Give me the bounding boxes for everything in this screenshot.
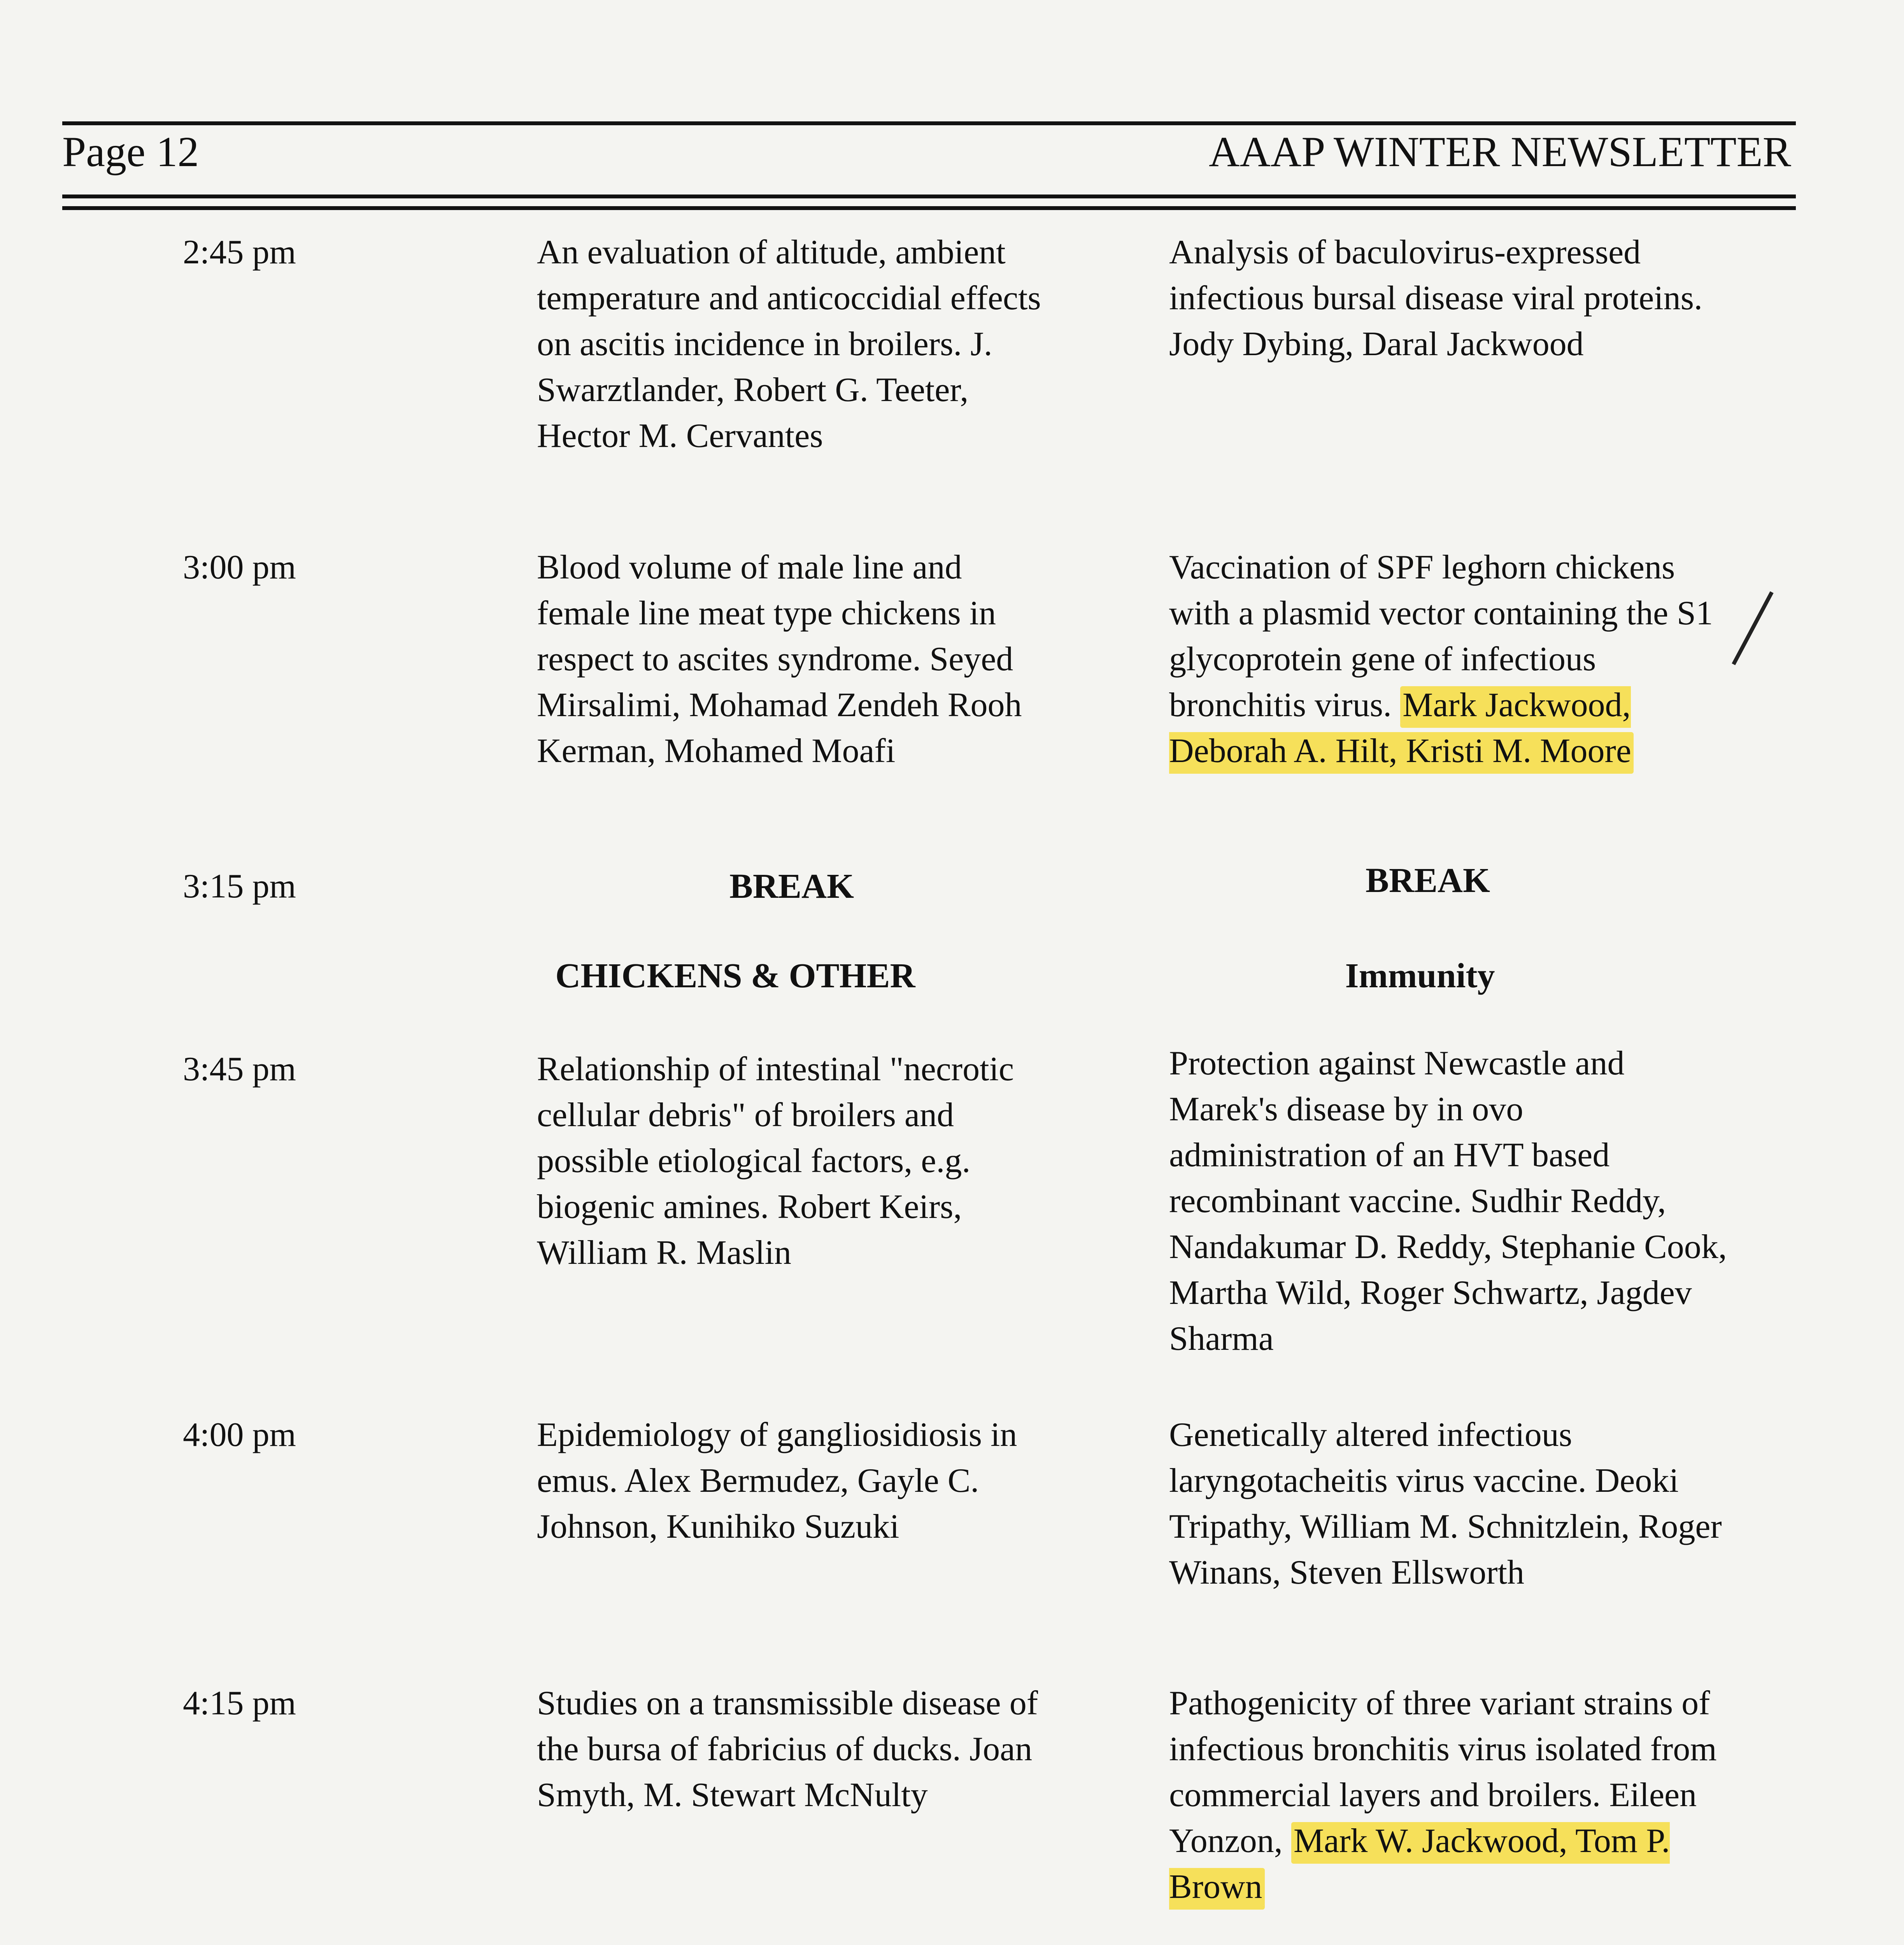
talk-left: Relationship of intestinal "necrotic cellular debris" of broilers and possible etiological factors, e.g. biogenic amines. Robert Keirs, William R. Maslin [537, 1050, 1014, 1272]
talk-right: Genetically altered infectious laryngotacheitis virus vaccine. Deoki Tripathy, William M. Schnitzlein, Roger Winans, Steven Ellsworth [1169, 1416, 1722, 1591]
section-heading-left: CHICKENS & OTHER [555, 957, 915, 995]
talk-right [1169, 545, 1729, 774]
talk-right [1169, 1680, 1729, 1910]
talk-right: Protection against Newcastle and Marek's disease by in ovo administration of an HVT based recombinant vaccine. Sudhir Reddy, Nandakumar D. Reddy, Stephanie Cook, Martha Wild, Roger Schwartz, Jagdev Sharma [1169, 1044, 1727, 1358]
talk-title: Vaccination of SPF leghorn chickens with a plasmid vector containing the S1 glycoprotein gene of infectious bronchitis virus. [1169, 548, 1713, 724]
header-rule-bottom-2 [62, 206, 1796, 210]
session-time: 2:45 pm [183, 233, 296, 271]
session-time: 4:00 pm [183, 1416, 296, 1454]
break-label-left: BREAK [729, 867, 854, 906]
talk-right: Analysis of baculovirus-expressed infectious bursal disease viral proteins. Jody Dybing, Daral Jackwood [1169, 233, 1702, 363]
newsletter-title: AAAP WINTER NEWSLETTER [1208, 128, 1791, 175]
talk-title: Pathogenicity of three variant strains of infectious bronchitis virus isolated from commercial layers and broilers. Eileen Yonzon, [1169, 1684, 1717, 1860]
section-heading-right: Immunity [1345, 957, 1495, 995]
highlighted-authors: Mark W. Jackwood, Tom P. Brown [1169, 1822, 1670, 1906]
header-rule-bottom-1 [62, 194, 1796, 198]
session-time: 3:15 pm [183, 867, 296, 905]
session-time: 3:00 pm [183, 548, 296, 586]
talk-left: Studies on a transmissible disease of the bursa of fabricius of ducks. Joan Smyth, M. Stewart McNulty [537, 1684, 1038, 1814]
talk-left: Blood volume of male line and female line meat type chickens in respect to ascites syndrome. Seyed Mirsalimi, Mohamad Zendeh Rooh Kerman, Mohamed Moafi [537, 548, 1022, 770]
header-rule-top [62, 121, 1796, 125]
highlighted-authors: Mark Jackwood, Deborah A. Hilt, Kristi M. Moore [1169, 686, 1634, 770]
session-time: 3:45 pm [183, 1050, 296, 1088]
page-label: Page 12 [62, 128, 199, 175]
break-label-right: BREAK [1365, 861, 1490, 900]
talk-left: Epidemiology of gangliosidiosis in emus. Alex Bermudez, Gayle C. Johnson, Kunihiko Suzuki [537, 1416, 1017, 1545]
pen-check-mark [1732, 591, 1773, 665]
talk-left: An evaluation of altitude, ambient temperature and anticoccidial effects on ascitis incidence in broilers. J. Swarztlander, Robert G. Teeter, Hector M. Cervantes [537, 233, 1041, 455]
session-time: 4:15 pm [183, 1684, 296, 1722]
